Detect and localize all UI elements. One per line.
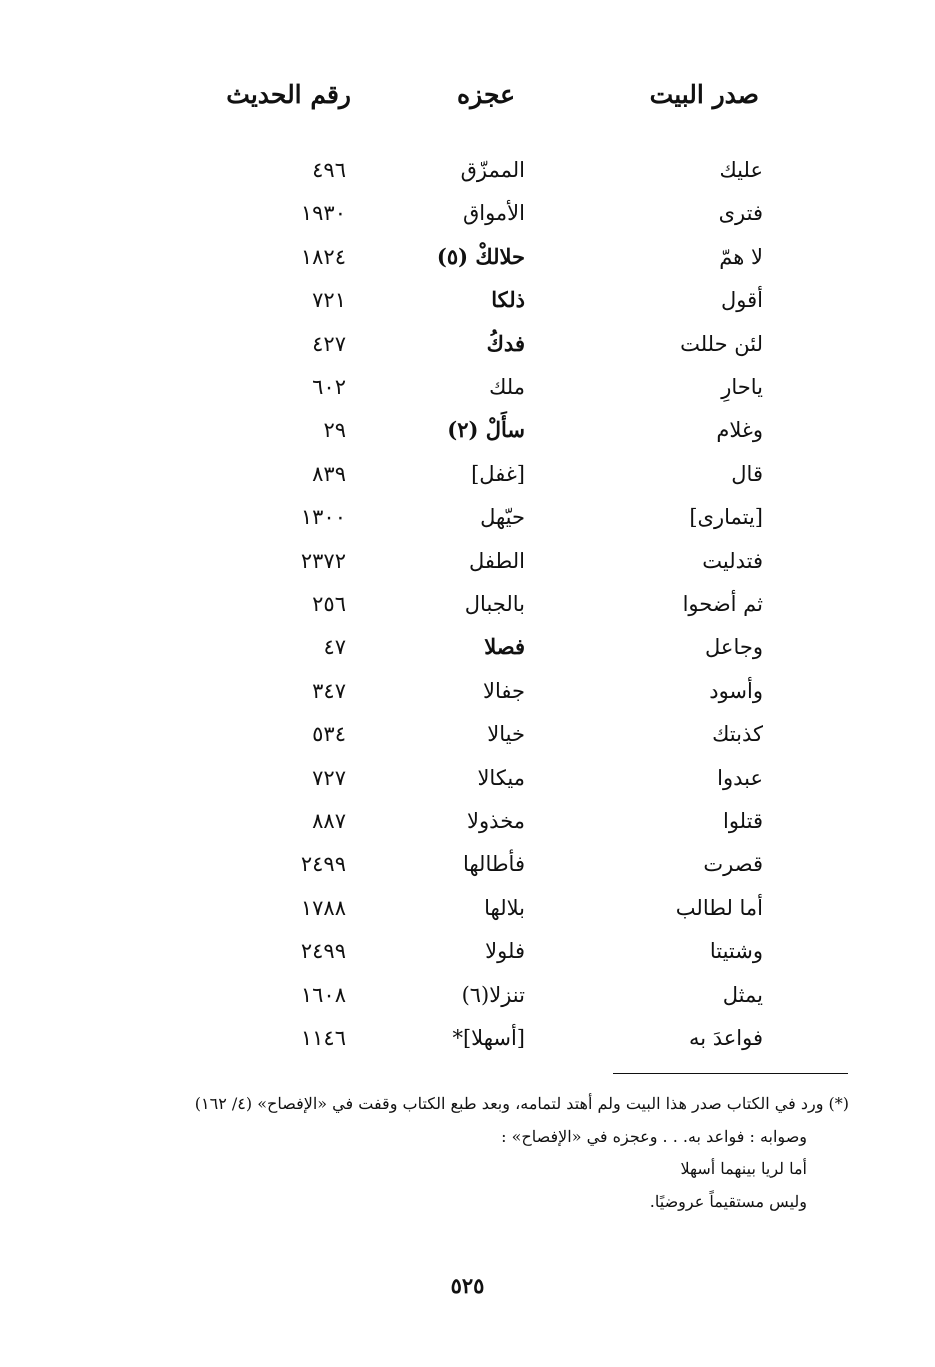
table-row bbox=[0, 454, 935, 494]
hadith-number: ٢٣٧٢ bbox=[300, 548, 346, 573]
verse-first-half: فتدليت bbox=[702, 548, 763, 573]
table-row bbox=[0, 541, 935, 581]
verse-second-half: ذلكا bbox=[491, 287, 525, 313]
verse-second-half: حيّهل bbox=[480, 505, 525, 530]
verse-first-half: كذبتك bbox=[712, 722, 763, 747]
verse-first-half: عليك bbox=[719, 158, 763, 182]
footnote-divider bbox=[613, 1073, 848, 1074]
table-row bbox=[0, 975, 935, 1015]
hadith-number: ٥٣٤ bbox=[312, 722, 346, 747]
table-row bbox=[0, 931, 935, 971]
verse-second-half: سأَلْ (٢) bbox=[447, 417, 525, 443]
footnote-verse: أما لريا بينهما أسهلا bbox=[680, 1159, 807, 1178]
hadith-number: ٦٠٢ bbox=[312, 375, 346, 399]
verse-first-half: وشتيتا bbox=[709, 939, 763, 964]
hadith-number: ٨٣٩ bbox=[312, 461, 346, 486]
verse-second-half: فدكُ bbox=[486, 330, 525, 356]
verse-second-half: خيالا bbox=[487, 722, 525, 747]
table-row bbox=[0, 627, 935, 667]
verse-second-half: الأمواق bbox=[462, 201, 525, 226]
verse-first-half: يمثل bbox=[722, 982, 763, 1007]
verse-second-half: الطفل bbox=[469, 548, 525, 573]
verse-first-half: قصرت bbox=[703, 852, 763, 877]
verse-first-half: عبدوا bbox=[717, 765, 763, 790]
table-row bbox=[0, 237, 935, 277]
page-number: ٥٢٥ bbox=[450, 1273, 485, 1298]
verse-second-half: حلالكْ (٥) bbox=[436, 243, 525, 269]
verse-second-half: فأطالها bbox=[462, 852, 525, 877]
verse-second-half: مخذولا bbox=[467, 809, 525, 833]
verse-second-half: ميكالا bbox=[477, 765, 525, 790]
verse-first-half: فواعدَ به bbox=[688, 1026, 763, 1050]
verse-first-half: قال bbox=[731, 461, 763, 486]
hadith-number: ٧٢١ bbox=[312, 288, 346, 313]
hadith-number: ٤٩٦ bbox=[312, 158, 346, 182]
verse-first-half: وجاعل bbox=[705, 635, 763, 660]
hadith-number: ١٦٠٨ bbox=[300, 982, 346, 1007]
hadith-number: ٣٤٧ bbox=[312, 678, 346, 703]
verse-first-half: فترى bbox=[718, 201, 763, 226]
header-hadith-number: رقم الحديث bbox=[226, 80, 351, 109]
hadith-number: ٧٢٧ bbox=[312, 765, 346, 790]
hadith-number: ٤٧ bbox=[323, 635, 346, 660]
verse-first-half: وأسود bbox=[709, 678, 763, 703]
verse-second-half: بلالها bbox=[484, 895, 525, 920]
verse-second-half: [غفل] bbox=[471, 461, 525, 486]
verse-first-half: لئن حللت bbox=[680, 331, 763, 356]
hadith-number: ١٨٢٤ bbox=[300, 244, 346, 269]
table-row bbox=[0, 584, 935, 624]
table-row bbox=[0, 497, 935, 537]
verse-first-half: ثم أضحوا bbox=[682, 592, 763, 616]
table-row bbox=[0, 801, 935, 841]
footnote-line: وصوابه : فواعد به. . . وعجزه في «الإفصاح» : bbox=[501, 1127, 807, 1146]
verse-second-half: جفالا bbox=[483, 678, 525, 703]
verse-first-half: أقول bbox=[721, 288, 763, 313]
verse-second-half: بالجبال bbox=[464, 592, 525, 616]
verse-first-half: ياحارِ bbox=[721, 375, 763, 399]
table-row bbox=[0, 888, 935, 928]
table-row bbox=[0, 280, 935, 320]
verse-first-half: لا همّ bbox=[719, 244, 763, 269]
verse-second-half: [أسهلا]* bbox=[452, 1026, 525, 1050]
table-row bbox=[0, 193, 935, 233]
hadith-number: ١٩٣٠ bbox=[300, 201, 346, 226]
hadith-number: ٤٢٧ bbox=[312, 331, 346, 356]
header-verse-first-half: صدر البيت bbox=[649, 80, 759, 109]
hadith-number: ١٧٨٨ bbox=[300, 895, 346, 920]
hadith-number: ٢٩ bbox=[323, 418, 346, 443]
verse-second-half: فصلا bbox=[484, 634, 525, 660]
hadith-number: ٢٤٩٩ bbox=[300, 939, 346, 964]
hadith-number: ٢٥٦ bbox=[312, 592, 346, 616]
hadith-number: ١١٤٦ bbox=[300, 1026, 346, 1050]
header-verse-second-half: عجزه bbox=[457, 80, 515, 109]
table-row bbox=[0, 758, 935, 798]
table-row bbox=[0, 671, 935, 711]
verse-second-half: فلولا bbox=[485, 939, 525, 964]
verse-first-half: [يتمارى] bbox=[689, 505, 763, 530]
footnote-line: وليس مستقيماً عروضيًا. bbox=[649, 1192, 807, 1211]
table-row bbox=[0, 1018, 935, 1058]
verse-first-half: وغلام bbox=[716, 418, 763, 443]
table-row bbox=[0, 367, 935, 407]
verse-first-half: قتلوا bbox=[722, 809, 763, 833]
table-row bbox=[0, 150, 935, 190]
hadith-number: ١٣٠٠ bbox=[300, 505, 346, 530]
table-row bbox=[0, 844, 935, 884]
hadith-number: ٨٨٧ bbox=[312, 809, 346, 833]
verse-first-half: أما لطالب bbox=[675, 895, 763, 920]
footnote-line: (*) ورد في الكتاب صدر هذا البيت ولم أهتد لتمامه، وبعد طبع الكتاب وقفت في «الإفصاح» (٤/ ١٦٢) bbox=[194, 1094, 849, 1113]
table-row bbox=[0, 324, 935, 364]
verse-second-half: ملك bbox=[489, 375, 525, 399]
verse-second-half: تنزلا(٦) bbox=[461, 982, 525, 1007]
table-row bbox=[0, 410, 935, 450]
hadith-number: ٢٤٩٩ bbox=[300, 852, 346, 877]
verse-second-half: الممزّق bbox=[460, 158, 525, 182]
table-row bbox=[0, 714, 935, 754]
